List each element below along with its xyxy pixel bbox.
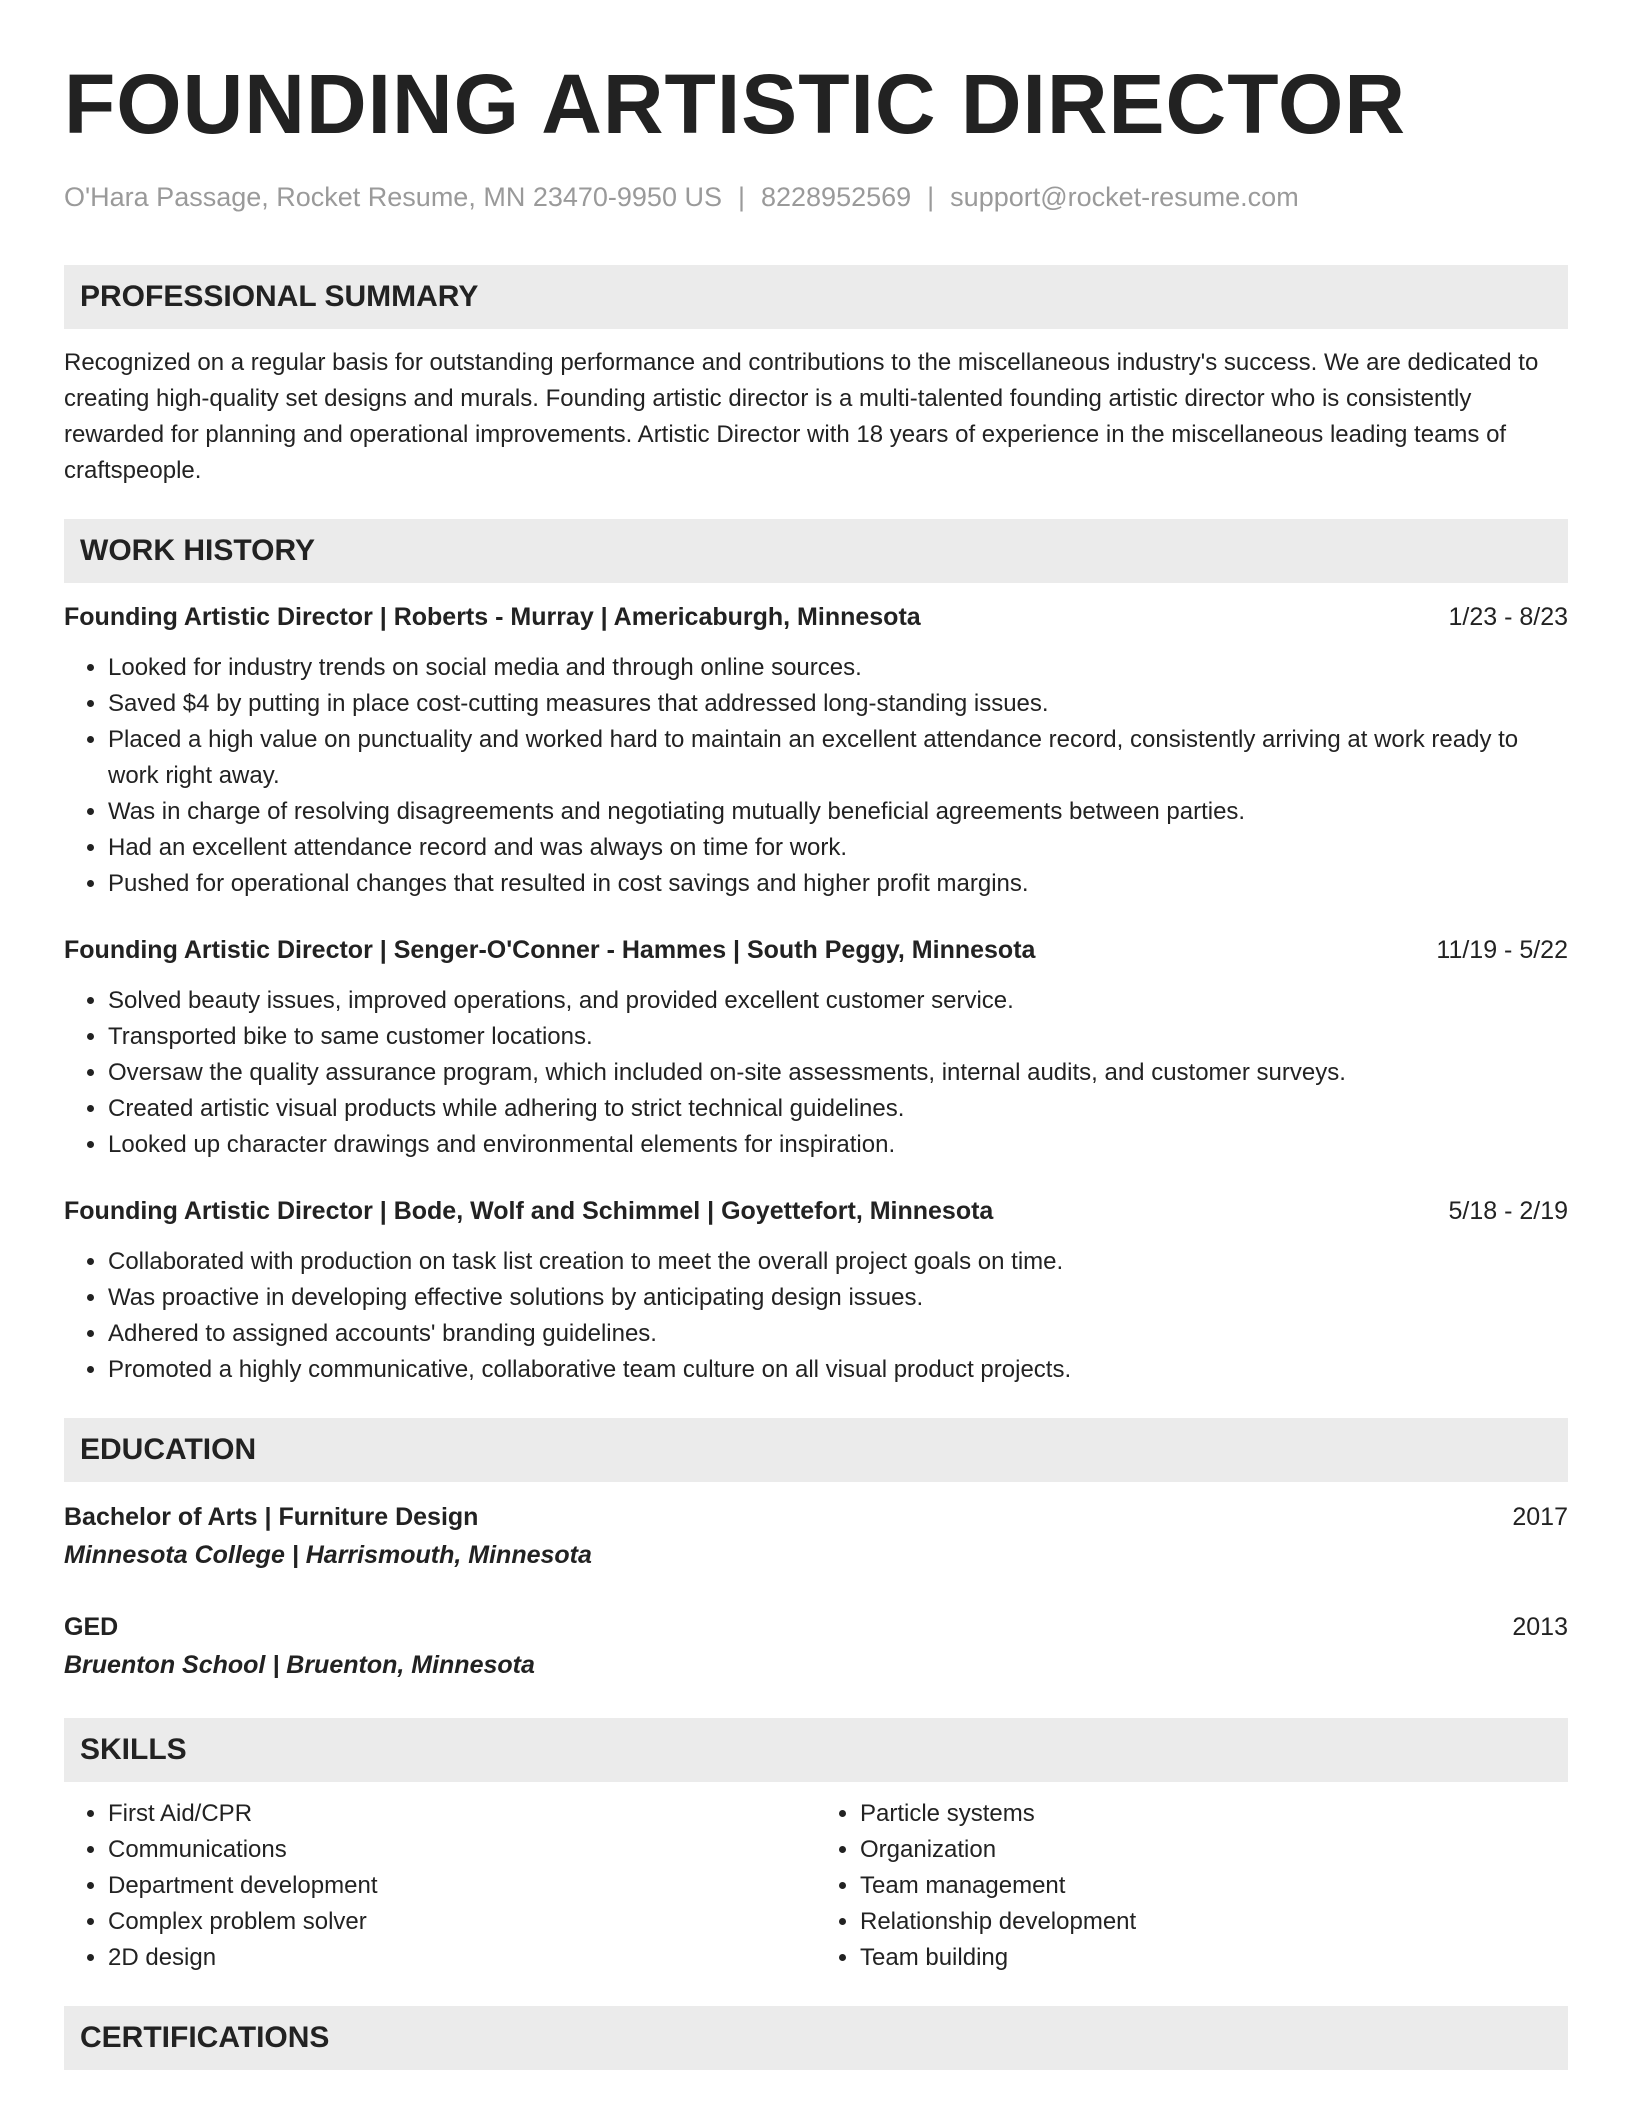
summary-text: Recognized on a regular basis for outstanding performance and contributions to the miscellaneous industry's success. We are dedicated to creating high-quality set designs and murals. Founding artistic director is a multi-talented founding artistic director who is consistently rewarded for planning and operational improvements. Artistic Director with 18 years of experience in the miscellaneous leading teams of craftspeople. — [64, 349, 1539, 484]
contact-separator: | — [737, 182, 745, 212]
list-item: • Collaborated with production on task list creation to meet the overall project goals on time. — [108, 1244, 1568, 1280]
list-item: • Transported bike to same customer locations. — [108, 1019, 1568, 1055]
job-dates: 11/19 - 5/22 — [1436, 936, 1568, 964]
contact-separator: | — [927, 182, 935, 212]
page-title: FOUNDING ARTISTIC DIRECTOR — [64, 57, 1406, 151]
list-item: • Particle systems — [860, 1796, 1568, 1832]
education-degree: GED — [64, 1613, 119, 1641]
contact-phone: 8228952569 — [760, 182, 912, 212]
list-item: • Pushed for operational changes that resulted in cost savings and higher profit margins. — [108, 866, 1568, 902]
list-item: • Relationship development — [860, 1904, 1568, 1940]
contact-address: O'Hara Passage, Rocket Resume, MN 23470-9950 US — [64, 182, 722, 212]
list-item: • Created artistic visual products while adhering to strict technical guidelines. — [108, 1091, 1568, 1127]
list-item: • Looked up character drawings and environmental elements for inspiration. — [108, 1127, 1568, 1163]
section-heading-summary: PROFESSIONAL SUMMARY — [64, 265, 1568, 329]
education-year: 2017 — [1512, 1503, 1568, 1531]
education-school: Bruenton School | Bruenton, Minnesota — [64, 1651, 535, 1679]
list-item: • Team management — [860, 1868, 1568, 1904]
job-title: Founding Artistic Director | Senger-O'Conner - Hammes | South Peggy, Minnesota — [64, 936, 1036, 964]
list-item: • Saved $4 by putting in place cost-cutting measures that addressed long-standing issues. — [108, 686, 1568, 722]
list-item: • Department development — [108, 1868, 816, 1904]
job-dates: 1/23 - 8/23 — [1448, 603, 1568, 631]
list-item: • Promoted a highly communicative, collaborative team culture on all visual product projects. — [108, 1352, 1568, 1388]
list-item: • Team building — [860, 1940, 1568, 1976]
job-bullets — [64, 650, 1568, 902]
job-bullets — [64, 1244, 1568, 1388]
job-entry — [64, 599, 1568, 902]
section-heading-work-history: WORK HISTORY — [64, 519, 1568, 583]
job-dates: 5/18 - 2/19 — [1448, 1197, 1568, 1225]
skills-column-left — [64, 1796, 816, 1976]
list-item: • Complex problem solver — [108, 1904, 816, 1940]
list-item: • Was proactive in developing effective solutions by anticipating design issues. — [108, 1280, 1568, 1316]
list-item: • Oversaw the quality assurance program, which included on-site assessments, internal audits, and customer surveys. — [108, 1055, 1568, 1091]
job-title: Founding Artistic Director | Roberts - Murray | Americaburgh, Minnesota — [64, 603, 921, 631]
list-item: • Was in charge of resolving disagreements and negotiating mutually beneficial agreements between parties. — [108, 794, 1568, 830]
section-heading-certifications: CERTIFICATIONS — [64, 2006, 1568, 2070]
education-degree: Bachelor of Arts | Furniture Design — [64, 1503, 479, 1531]
skills-list — [64, 1796, 1568, 1976]
list-item: • Communications — [108, 1832, 816, 1868]
education-entry — [64, 1608, 1568, 1684]
list-item: • Organization — [860, 1832, 1568, 1868]
list-item: • Looked for industry trends on social media and through online sources. — [108, 650, 1568, 686]
list-item: • Placed a high value on punctuality and worked hard to maintain an excellent attendance record, consistently arriving at work ready to work right away. — [108, 722, 1568, 794]
list-item: • Had an excellent attendance record and was always on time for work. — [108, 830, 1568, 866]
contact-email[interactable]: support@rocket-resume.com — [950, 182, 1299, 212]
list-item: • 2D design — [108, 1940, 816, 1976]
education-year: 2013 — [1512, 1613, 1568, 1641]
education-school: Minnesota College | Harrismouth, Minnesota — [64, 1541, 592, 1569]
section-heading-skills: SKILLS — [64, 1718, 1568, 1782]
job-entry — [64, 932, 1568, 1163]
list-item: • Adhered to assigned accounts' branding guidelines. — [108, 1316, 1568, 1352]
job-bullets — [64, 983, 1568, 1163]
job-title: Founding Artistic Director | Bode, Wolf and Schimmel | Goyettefort, Minnesota — [64, 1197, 994, 1225]
section-heading-education: EDUCATION — [64, 1418, 1568, 1482]
list-item: • First Aid/CPR — [108, 1796, 816, 1832]
skills-column-right — [816, 1796, 1568, 1976]
job-entry — [64, 1193, 1568, 1388]
contact-line — [64, 180, 1568, 214]
list-item: • Solved beauty issues, improved operations, and provided excellent customer service. — [108, 983, 1568, 1019]
education-entry — [64, 1498, 1568, 1574]
